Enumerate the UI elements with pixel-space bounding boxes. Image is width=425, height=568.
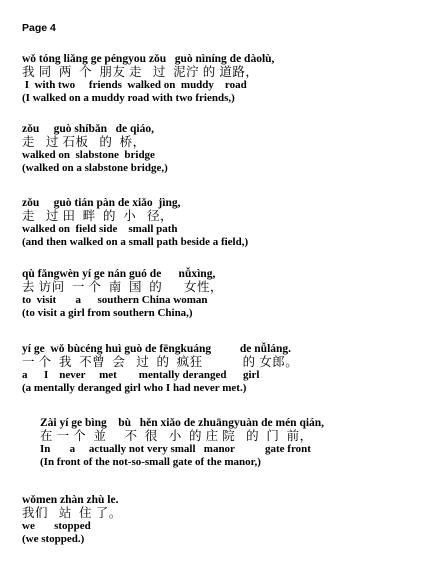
- stanza-6: [40, 417, 425, 469]
- chinese-line: 去 访问 一 个 南 国 的 女性，: [22, 280, 224, 294]
- chinese-line: 一 个 我 不曾 会 过 的 疯狂 的 女郎。: [22, 355, 299, 369]
- pinyin-line: Zài yí ge bìng bù hěn xiǎo de zhuāngyuàn de mén qián,: [40, 417, 325, 429]
- stanza-3: [22, 197, 422, 249]
- stanza-1: [22, 53, 422, 105]
- gloss-line: a I never met mentally deranged girl: [22, 369, 260, 381]
- stanza-2: [22, 123, 422, 175]
- chinese-line: 在 一 个 並 不 很 小 的 庄 院 的 门 前，: [40, 429, 313, 443]
- pinyin-line: zǒu guò tián pàn de xiǎo jìng,: [22, 197, 181, 209]
- chinese-line: 走 过 田 畔 的 小 径，: [22, 209, 174, 223]
- gloss-line: walked on slabstone bridge: [22, 149, 155, 161]
- page-number: Page 4: [22, 22, 56, 34]
- translation-line: (and then walked on a small path beside a field,): [22, 236, 249, 248]
- translation-line: (In front of the not-so-small gate of the manor,): [40, 456, 261, 468]
- pinyin-line: yí ge wǒ bùcéng huì guò de fēngkuáng de nǚláng.: [22, 343, 292, 355]
- chinese-line: 我们 站 住 了。: [22, 506, 122, 520]
- translation-line: (I walked on a muddy road with two friends,): [22, 92, 235, 104]
- pinyin-line: wǒmen zhàn zhù le.: [22, 494, 119, 506]
- gloss-line: walked on field side small path: [22, 223, 178, 235]
- chinese-line: 走 过 石板 的 桥，: [22, 135, 146, 149]
- stanza-5: [22, 343, 422, 395]
- stanza-7: [22, 494, 422, 546]
- gloss-line: we stopped: [22, 520, 91, 532]
- stanza-4: [22, 268, 422, 320]
- chinese-line: 我 同 两 个 朋友 走 过 泥泞 的 道路，: [22, 65, 259, 79]
- pinyin-line: qù fǎngwèn yí ge nán guó de nǚxìng,: [22, 268, 216, 280]
- gloss-line: In a actually not very small manor gate front: [40, 443, 311, 455]
- pinyin-line: wǒ tóng liǎng ge péngyou zǒu guò nìníng de dàolù,: [22, 53, 275, 65]
- pinyin-line: zǒu guò shíbǎn de qiáo,: [22, 123, 154, 135]
- gloss-line: I with two friends walked on muddy road: [22, 79, 247, 91]
- gloss-line: to visit a southern China woman: [22, 294, 208, 306]
- translation-line: (walked on a slabstone bridge,): [22, 162, 168, 174]
- translation-line: (we stopped.): [22, 533, 85, 545]
- translation-line: (to visit a girl from southern China,): [22, 307, 193, 319]
- translation-line: (a mentally deranged girl who I had never met.): [22, 382, 247, 394]
